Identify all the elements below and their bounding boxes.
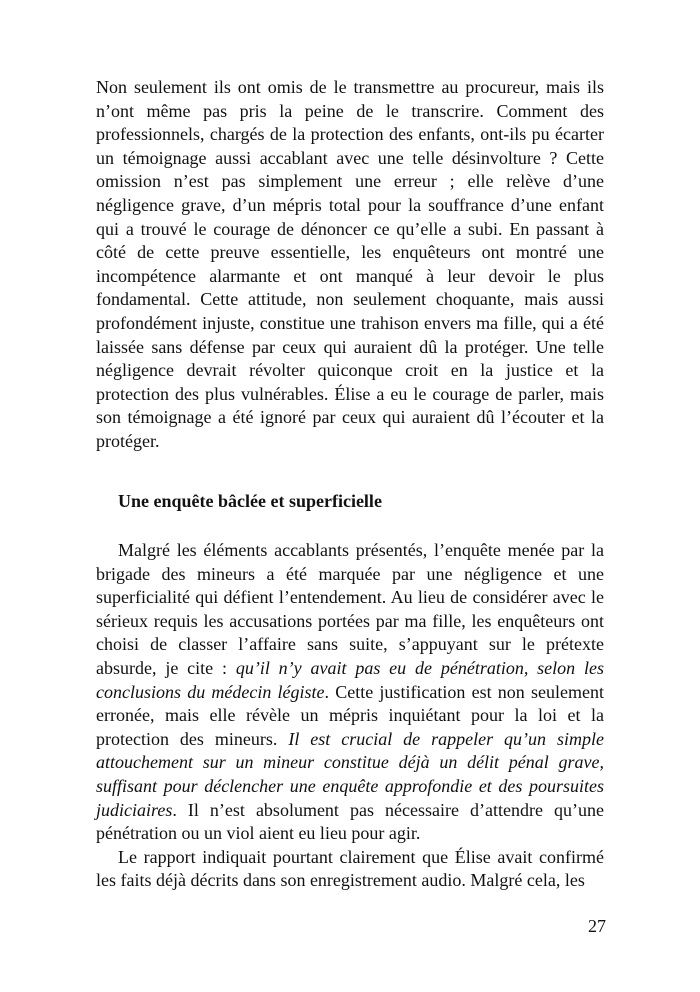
paragraph-2-text-c: . Il n’est absolument pas nécessaire d’attendre qu’une pénétration ou un viol aient eu lieu pour agir.	[96, 799, 604, 844]
body-paragraph-2	[96, 539, 604, 846]
page-number: 27	[588, 916, 606, 936]
paragraph-2-text-b: . Cette justification est non seulement erronée, mais elle révèle un mépris inquiétant pour la loi et la protection des mineurs.	[96, 681, 604, 749]
body-paragraph-1: Non seulement ils ont omis de le transmettre au procureur, mais ils n’ont même pas pris la peine de le transcrire. Comment des professionnels, chargés de la protection des enfants, ont-ils pu écarter un témoignage aussi accablant avec une telle désinvolture ? Cette omission n’est pas simplement une erreur ; elle relève d’une négligence grave, d’un mépris total pour la souffrance d’une enfant qui a trouvé le courage de dénoncer ce qu’elle a subi. En passant à côté de cette preuve essentielle, les enquêteurs ont montré une incompétence alarmante et ont manqué à leur devoir le plus fondamental. Cette attitude, non seulement choquante, mais aussi profondément injuste, constitue une trahison envers ma fille, qui a été laissée sans défense par ceux qui auraient dû la protéger. Une telle négligence devrait révolter quiconque croit en la justice et la protection des plus vulnérables. Élise a eu le courage de parler, mais son témoignage a été ignoré par ceux qui auraient dû l’écouter et la protéger.	[96, 77, 604, 451]
section-heading: Une enquête bâclée et superficielle	[118, 490, 382, 511]
paragraph-2-text-a: Malgré les éléments accablants présentés, l’enquête menée par la brigade des mineurs a été marquée par une négligence et une superficialité qui défient l’entendement. Au lieu de considérer avec le sérieux requis les accusations portées par ma fille, les enquêteurs ont choisi de classer l’affaire sans suite, s’appuyant sur le prétexte absurde, je cite :	[96, 540, 604, 679]
emphasized-passage: Il est crucial de rappeler qu’un simple attouchement sur un mineur constitue déjà un délit pénal grave, suffisant pour déclencher une enquête approfondie et des poursuites judiciaires	[96, 728, 604, 820]
body-paragraph-3: Le rapport indiquait pourtant clairement que Élise avait confirmé les faits déjà décrits dans son enregistrement audio. Malgré cela, les	[96, 846, 604, 891]
quoted-phrase: qu’il n’y avait pas eu de pénétration, selon les conclusions du médecin légiste	[96, 658, 604, 702]
